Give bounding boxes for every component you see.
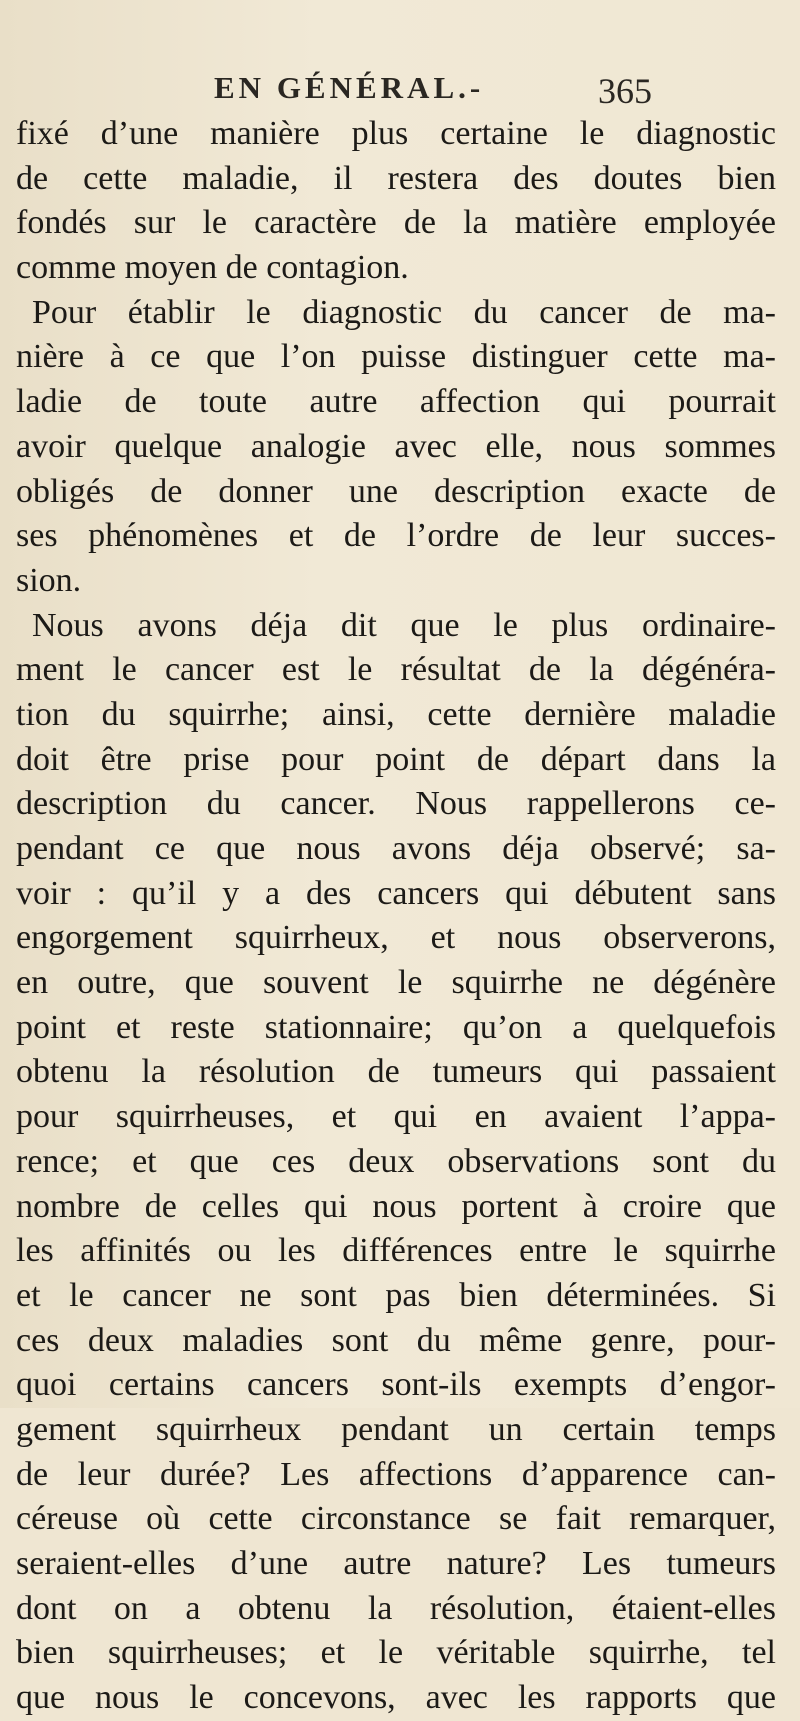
text-line: obtenu la résolution de tumeurs qui passaient	[16, 1053, 776, 1091]
text-line: seraient-elles d’une autre nature? Les tumeurs	[16, 1545, 776, 1582]
text-line: dont on a obtenu la résolution, étaient-elles	[16, 1589, 776, 1627]
text-line: point et reste stationnaire; qu’on a quelquefois	[16, 1008, 776, 1046]
text-line: voir : qu’il y a des cancers qui débutent sans	[16, 874, 776, 912]
text-line: les affinités ou les différences entre le squirrhe	[16, 1232, 776, 1270]
text-line: ces deux maladies sont du même genre, pour-	[16, 1321, 776, 1359]
text-line: comme moyen de contagion.	[16, 249, 409, 287]
running-title: EN GÉNÉRAL.-	[214, 70, 485, 105]
text-line: nière à ce que l’on puisse distinguer cette ma-	[16, 338, 776, 376]
text-line: pour squirrheuses, et qui en avaient l’appa-	[16, 1098, 776, 1136]
text-line: obligés de donner une description exacte de	[16, 472, 776, 510]
text-line: rence; et que ces deux observations sont du	[16, 1142, 776, 1180]
text-line: engorgement squirrheux, et nous observerons,	[16, 919, 776, 957]
text-line: que nous le concevons, avec les rapports que	[16, 1679, 776, 1717]
text-line: et le cancer ne sont pas bien déterminées. Si	[16, 1276, 776, 1314]
text-line: pendant ce que nous avons déja observé; sa-	[16, 830, 776, 867]
text-line: en outre, que souvent le squirrhe ne dégénère	[16, 964, 776, 1002]
text-line: ladie de toute autre affection qui pourrait	[16, 383, 776, 421]
text-line: tion du squirrhe; ainsi, cette dernière maladie	[16, 695, 776, 733]
text-line: bien squirrheuses; et le véritable squirrhe, tel	[16, 1634, 776, 1672]
text-line: céreuse où cette circonstance se fait remarquer,	[16, 1500, 776, 1538]
text-line: doit être prise pour point de départ dans la	[16, 740, 776, 778]
text-line: ses phénomènes et de l’ordre de leur succes-	[16, 517, 776, 555]
text-line: fixé d’une manière plus certaine le diagnostic	[16, 115, 776, 152]
page-number: 365	[598, 71, 652, 111]
text-line: fondés sur le caractère de la matière employée	[16, 204, 776, 242]
text-line: de cette maladie, il restera des doutes bien	[16, 159, 776, 197]
text-line: nombre de celles qui nous portent à croire que	[16, 1187, 776, 1225]
text-line: gement squirrheux pendant un certain temps	[16, 1410, 776, 1448]
text-line: Nous avons déja dit que le plus ordinaire-	[32, 606, 776, 644]
text-line: ment le cancer est le résultat de la dégénéra-	[16, 651, 776, 689]
text-line: quoi certains cancers sont-ils exempts d’engor-	[16, 1366, 776, 1404]
text-line: avoir quelque analogie avec elle, nous sommes	[16, 427, 776, 465]
text-line: Pour établir le diagnostic du cancer de ma-	[32, 293, 776, 331]
body-text	[16, 112, 776, 1721]
text-line: de leur durée? Les affections d’apparence can-	[16, 1455, 776, 1493]
text-line: sion.	[16, 561, 82, 599]
text-line: description du cancer. Nous rappellerons ce-	[16, 785, 776, 823]
